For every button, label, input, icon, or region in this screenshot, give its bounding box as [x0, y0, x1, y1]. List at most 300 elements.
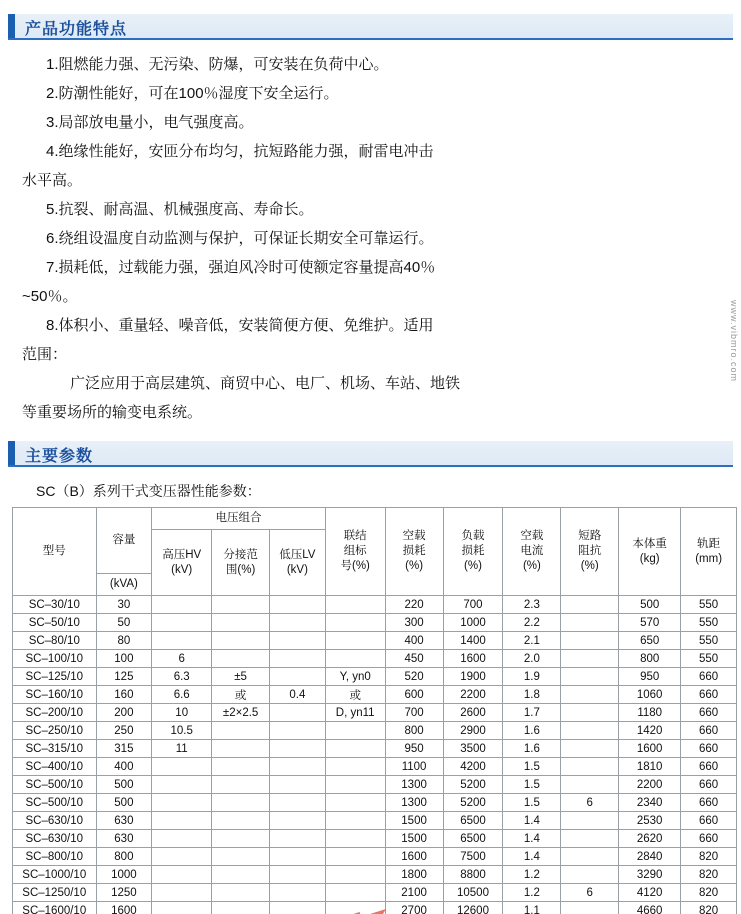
cell-capacity: 160 [96, 686, 152, 704]
cell-load-loss: 4200 [443, 758, 503, 776]
cell-model: SC–630/10 [13, 830, 97, 848]
cell-tap-range [212, 902, 270, 914]
cell-load-loss: 8800 [443, 866, 503, 884]
cell-short-circuit-impedance [561, 830, 619, 848]
cell-connection [325, 866, 385, 884]
table-row [13, 866, 737, 884]
th-no-load-current-line1: 空载 [520, 530, 544, 542]
site-watermark-edge: www.vibmro.com [729, 300, 739, 383]
th-lv-line1: 低压LV [279, 548, 316, 561]
feature-item: 2.防潮性能好，可在100％湿度下安全运行。 [46, 85, 339, 102]
section-title-features: 产品功能特点 [25, 20, 128, 38]
th-track [681, 508, 737, 596]
cell-no-load-current: 1.2 [503, 884, 561, 902]
cell-hv [152, 632, 212, 650]
cell-no-load-loss: 2700 [385, 902, 443, 914]
cell-capacity: 200 [96, 704, 152, 722]
cell-no-load-loss: 400 [385, 632, 443, 650]
accent-block [8, 14, 15, 40]
th-no-load-loss-line1: 空载 [402, 530, 426, 542]
cell-connection [325, 830, 385, 848]
parameters-table [12, 507, 737, 914]
cell-track: 820 [681, 902, 737, 914]
cell-no-load-current: 2.3 [503, 596, 561, 614]
cell-connection [325, 740, 385, 758]
cell-hv [152, 758, 212, 776]
cell-no-load-loss: 800 [385, 722, 443, 740]
th-voltage-group: 电压组合 [152, 508, 325, 530]
th-model: 型号 [13, 508, 97, 596]
cell-load-loss: 6500 [443, 830, 503, 848]
th-track-line2: (mm) [695, 552, 723, 565]
cell-lv [270, 848, 326, 866]
table-row [13, 902, 737, 914]
cell-hv: 6.3 [152, 668, 212, 686]
cell-connection [325, 650, 385, 668]
th-weight-line1: 本体重 [632, 537, 667, 550]
cell-track: 550 [681, 632, 737, 650]
cell-tap-range [212, 596, 270, 614]
cell-lv [270, 722, 326, 740]
cell-lv [270, 668, 326, 686]
cell-load-loss: 1900 [443, 668, 503, 686]
cell-hv [152, 812, 212, 830]
cell-no-load-current: 1.6 [503, 740, 561, 758]
cell-weight: 650 [619, 632, 681, 650]
cell-load-loss: 6500 [443, 812, 503, 830]
section-header-features [8, 14, 733, 40]
cell-capacity: 400 [96, 758, 152, 776]
th-sci-line3: (%) [580, 560, 599, 572]
cell-no-load-current: 1.7 [503, 704, 561, 722]
cell-connection [325, 812, 385, 830]
cell-no-load-current: 1.4 [503, 830, 561, 848]
cell-model: SC–1250/10 [13, 884, 97, 902]
cell-lv [270, 902, 326, 914]
cell-capacity: 800 [96, 848, 152, 866]
cell-load-loss: 10500 [443, 884, 503, 902]
cell-no-load-loss: 300 [385, 614, 443, 632]
cell-connection [325, 614, 385, 632]
th-no-load-loss-line2: 损耗 [402, 545, 426, 557]
cell-track: 660 [681, 812, 737, 830]
cell-short-circuit-impedance [561, 758, 619, 776]
table-header-row-1 [13, 508, 737, 530]
cell-model: SC–250/10 [13, 722, 97, 740]
cell-tap-range [212, 614, 270, 632]
cell-lv: 0.4 [270, 686, 326, 704]
cell-weight: 800 [619, 650, 681, 668]
cell-no-load-current: 1.5 [503, 758, 561, 776]
feature-item-continuation: ~50％。 [22, 288, 78, 305]
cell-capacity: 630 [96, 830, 152, 848]
table-row [13, 596, 737, 614]
cell-model: SC–100/10 [13, 650, 97, 668]
header-underline [8, 38, 733, 40]
cell-lv [270, 650, 326, 668]
cell-tap-range [212, 632, 270, 650]
cell-tap-range [212, 650, 270, 668]
table-row [13, 650, 737, 668]
cell-hv: 10.5 [152, 722, 212, 740]
cell-load-loss: 1400 [443, 632, 503, 650]
th-lv-line2: (kV) [286, 563, 308, 576]
feature-list [0, 40, 741, 431]
cell-no-load-loss: 2100 [385, 884, 443, 902]
cell-lv [270, 812, 326, 830]
cell-lv [270, 632, 326, 650]
section-title-parameters: 主要参数 [25, 447, 94, 465]
table-row [13, 704, 737, 722]
feature-item: 7.损耗低，过载能力强，强迫风冷时可使额定容量提高40％ [46, 259, 436, 276]
table-row [13, 740, 737, 758]
cell-lv [270, 776, 326, 794]
cell-no-load-current: 1.8 [503, 686, 561, 704]
cell-no-load-loss: 450 [385, 650, 443, 668]
cell-capacity: 500 [96, 794, 152, 812]
table-row [13, 776, 737, 794]
cell-short-circuit-impedance [561, 668, 619, 686]
cell-short-circuit-impedance [561, 902, 619, 914]
cell-short-circuit-impedance [561, 632, 619, 650]
cell-no-load-current: 1.4 [503, 848, 561, 866]
cell-model: SC–1000/10 [13, 866, 97, 884]
cell-capacity: 1250 [96, 884, 152, 902]
th-short-circuit-impedance [561, 508, 619, 596]
cell-track: 660 [681, 686, 737, 704]
th-hv-line1: 高压HV [162, 548, 202, 561]
cell-model: SC–630/10 [13, 812, 97, 830]
cell-track: 660 [681, 722, 737, 740]
cell-short-circuit-impedance [561, 740, 619, 758]
cell-connection [325, 722, 385, 740]
cell-track: 660 [681, 704, 737, 722]
cell-capacity: 30 [96, 596, 152, 614]
cell-track: 550 [681, 614, 737, 632]
cell-load-loss: 700 [443, 596, 503, 614]
cell-track: 660 [681, 794, 737, 812]
cell-weight: 1060 [619, 686, 681, 704]
cell-hv [152, 902, 212, 914]
cell-load-loss: 2200 [443, 686, 503, 704]
cell-weight: 570 [619, 614, 681, 632]
cell-short-circuit-impedance [561, 722, 619, 740]
table-row [13, 830, 737, 848]
cell-tap-range [212, 866, 270, 884]
cell-short-circuit-impedance [561, 812, 619, 830]
table-row [13, 884, 737, 902]
cell-weight: 950 [619, 668, 681, 686]
cell-track: 820 [681, 866, 737, 884]
cell-no-load-current: 1.9 [503, 668, 561, 686]
cell-capacity: 50 [96, 614, 152, 632]
cell-no-load-loss: 220 [385, 596, 443, 614]
table-row [13, 758, 737, 776]
table-caption: SC（B）系列干式变压器性能参数： [36, 483, 261, 499]
cell-hv: 11 [152, 740, 212, 758]
cell-load-loss: 1000 [443, 614, 503, 632]
cell-short-circuit-impedance [561, 848, 619, 866]
th-load-loss [443, 508, 503, 596]
cell-connection: 或 [325, 686, 385, 704]
cell-weight: 2620 [619, 830, 681, 848]
feature-item: 3.局部放电量小，电气强度高。 [46, 114, 254, 131]
th-connection-group [325, 508, 385, 596]
cell-lv [270, 830, 326, 848]
cell-track: 820 [681, 848, 737, 866]
feature-item-continuation: 水平高。 [22, 172, 83, 189]
cell-connection [325, 776, 385, 794]
cell-hv: 6 [152, 650, 212, 668]
cell-model: SC–200/10 [13, 704, 97, 722]
cell-tap-range [212, 776, 270, 794]
cell-load-loss: 5200 [443, 794, 503, 812]
cell-hv [152, 884, 212, 902]
feature-item: 8.体积小、重量轻、噪音低，安装简便方便、免维护。适用 [46, 317, 434, 334]
cell-tap-range [212, 812, 270, 830]
cell-weight: 1810 [619, 758, 681, 776]
cell-tap-range [212, 830, 270, 848]
cell-connection [325, 596, 385, 614]
feature-item: 1.阻燃能力强、无污染、防爆，可安装在负荷中心。 [46, 56, 389, 73]
cell-capacity: 630 [96, 812, 152, 830]
cell-model: SC–400/10 [13, 758, 97, 776]
cell-connection [325, 632, 385, 650]
th-sci-line1: 短路 [578, 530, 602, 542]
th-load-loss-line1: 负载 [461, 530, 485, 542]
cell-no-load-loss: 1300 [385, 794, 443, 812]
cell-short-circuit-impedance [561, 596, 619, 614]
cell-weight: 1180 [619, 704, 681, 722]
cell-tap-range [212, 794, 270, 812]
application-scope-line: 广泛应用于高层建筑、商贸中心、电厂、机场、车站、地铁 [70, 375, 461, 392]
cell-load-loss: 2900 [443, 722, 503, 740]
cell-connection [325, 758, 385, 776]
cell-track: 550 [681, 596, 737, 614]
cell-model: SC–50/10 [13, 614, 97, 632]
feature-item: 5.抗裂、耐高温、机械强度高、寿命长。 [46, 201, 314, 218]
th-tap-line1: 分接范 [223, 548, 258, 561]
cell-tap-range [212, 740, 270, 758]
cell-short-circuit-impedance [561, 776, 619, 794]
cell-no-load-loss: 700 [385, 704, 443, 722]
cell-no-load-loss: 1500 [385, 830, 443, 848]
cell-no-load-loss: 1300 [385, 776, 443, 794]
cell-connection: Y, yn0 [325, 668, 385, 686]
cell-connection: D, yn11 [325, 704, 385, 722]
th-no-load-current-line2: 电流 [520, 545, 544, 557]
cell-lv [270, 758, 326, 776]
cell-model: SC–160/10 [13, 686, 97, 704]
cell-track: 660 [681, 668, 737, 686]
th-weight-line2: (kg) [639, 552, 660, 565]
cell-short-circuit-impedance: 6 [561, 794, 619, 812]
th-connection-line1: 联结 [343, 530, 367, 542]
accent-block [8, 441, 15, 467]
cell-no-load-loss: 600 [385, 686, 443, 704]
cell-weight: 2340 [619, 794, 681, 812]
cell-short-circuit-impedance [561, 866, 619, 884]
th-no-load-loss-line3: (%) [405, 560, 424, 572]
cell-weight: 3290 [619, 866, 681, 884]
cell-hv [152, 596, 212, 614]
cell-no-load-loss: 1800 [385, 866, 443, 884]
cell-model: SC–80/10 [13, 632, 97, 650]
cell-tap-range [212, 758, 270, 776]
parameters-table-block [0, 475, 741, 914]
cell-weight: 2840 [619, 848, 681, 866]
cell-weight: 1600 [619, 740, 681, 758]
cell-tap-range [212, 722, 270, 740]
cell-capacity: 1600 [96, 902, 152, 914]
th-load-loss-line3: (%) [464, 560, 482, 572]
th-weight [619, 508, 681, 596]
table-row [13, 668, 737, 686]
table-row [13, 614, 737, 632]
cell-tap-range: ±5 [212, 668, 270, 686]
cell-no-load-current: 2.2 [503, 614, 561, 632]
cell-no-load-current: 1.1 [503, 902, 561, 914]
th-load-loss-line2: 损耗 [461, 545, 485, 557]
cell-model: SC–30/10 [13, 596, 97, 614]
cell-capacity: 100 [96, 650, 152, 668]
cell-hv [152, 866, 212, 884]
cell-model: SC–800/10 [13, 848, 97, 866]
cell-no-load-loss: 1500 [385, 812, 443, 830]
th-sci-line2: 阻抗 [578, 545, 602, 557]
cell-no-load-current: 1.4 [503, 812, 561, 830]
cell-track: 660 [681, 830, 737, 848]
th-lv [270, 530, 326, 596]
cell-lv [270, 794, 326, 812]
cell-tap-range [212, 884, 270, 902]
cell-connection [325, 902, 385, 914]
cell-track: 550 [681, 650, 737, 668]
cell-model: SC–315/10 [13, 740, 97, 758]
cell-lv [270, 884, 326, 902]
cell-track: 660 [681, 740, 737, 758]
cell-no-load-current: 1.2 [503, 866, 561, 884]
cell-short-circuit-impedance [561, 686, 619, 704]
table-row [13, 812, 737, 830]
th-capacity-line1: 容量 [96, 508, 152, 574]
cell-short-circuit-impedance [561, 704, 619, 722]
th-no-load-current [503, 508, 561, 596]
th-capacity-line2: (kVA) [96, 574, 152, 596]
cell-lv [270, 866, 326, 884]
cell-no-load-current: 2.0 [503, 650, 561, 668]
cell-lv [270, 596, 326, 614]
cell-track: 820 [681, 884, 737, 902]
table-body [13, 596, 737, 914]
th-no-load-current-line3: (%) [522, 560, 541, 572]
th-no-load-loss [385, 508, 443, 596]
cell-track: 660 [681, 758, 737, 776]
cell-load-loss: 12600 [443, 902, 503, 914]
th-connection-line3: 号(%) [340, 560, 370, 572]
cell-model: SC–1600/10 [13, 902, 97, 914]
cell-weight: 4660 [619, 902, 681, 914]
cell-capacity: 500 [96, 776, 152, 794]
cell-no-load-loss: 520 [385, 668, 443, 686]
table-row [13, 848, 737, 866]
cell-connection [325, 794, 385, 812]
cell-tap-range: ±2×2.5 [212, 704, 270, 722]
cell-hv: 10 [152, 704, 212, 722]
cell-hv [152, 776, 212, 794]
cell-model: SC–500/10 [13, 776, 97, 794]
table-row [13, 722, 737, 740]
cell-weight: 2200 [619, 776, 681, 794]
cell-short-circuit-impedance [561, 614, 619, 632]
cell-capacity: 80 [96, 632, 152, 650]
cell-lv [270, 740, 326, 758]
feature-item-continuation: 范围： [22, 346, 68, 363]
cell-lv [270, 614, 326, 632]
table-row [13, 686, 737, 704]
cell-hv [152, 848, 212, 866]
cell-hv [152, 830, 212, 848]
cell-capacity: 1000 [96, 866, 152, 884]
cell-weight: 4120 [619, 884, 681, 902]
feature-item: 4.绝缘性能好，安匝分布均匀，抗短路能力强，耐雷电冲击 [46, 143, 434, 160]
th-track-line1: 轨距 [697, 537, 721, 550]
cell-capacity: 315 [96, 740, 152, 758]
cell-hv [152, 614, 212, 632]
cell-no-load-current: 1.5 [503, 776, 561, 794]
th-connection-line2: 组标 [343, 545, 367, 557]
application-scope-line: 等重要场所的输变电系统。 [22, 404, 203, 421]
cell-hv: 6.6 [152, 686, 212, 704]
cell-short-circuit-impedance: 6 [561, 884, 619, 902]
cell-capacity: 250 [96, 722, 152, 740]
cell-model: SC–500/10 [13, 794, 97, 812]
cell-load-loss: 1600 [443, 650, 503, 668]
cell-weight: 1420 [619, 722, 681, 740]
cell-load-loss: 2600 [443, 704, 503, 722]
cell-load-loss: 7500 [443, 848, 503, 866]
feature-item: 6.绕组设温度自动监测与保护，可保证长期安全可靠运行。 [46, 230, 434, 247]
section-header-parameters [8, 441, 733, 467]
cell-no-load-loss: 950 [385, 740, 443, 758]
cell-tap-range: 或 [212, 686, 270, 704]
cell-connection [325, 848, 385, 866]
cell-load-loss: 5200 [443, 776, 503, 794]
header-underline [8, 465, 733, 467]
cell-weight: 500 [619, 596, 681, 614]
th-hv [152, 530, 212, 596]
th-tap-line2: 围(%) [225, 563, 256, 576]
cell-no-load-current: 1.5 [503, 794, 561, 812]
cell-hv [152, 794, 212, 812]
cell-tap-range [212, 848, 270, 866]
cell-capacity: 125 [96, 668, 152, 686]
cell-connection [325, 884, 385, 902]
cell-weight: 2530 [619, 812, 681, 830]
cell-no-load-current: 2.1 [503, 632, 561, 650]
cell-track: 660 [681, 776, 737, 794]
cell-lv [270, 704, 326, 722]
cell-no-load-loss: 1100 [385, 758, 443, 776]
cell-model: SC–125/10 [13, 668, 97, 686]
th-hv-line2: (kV) [171, 563, 193, 576]
table-row [13, 632, 737, 650]
th-tap-range [212, 530, 270, 596]
table-row [13, 794, 737, 812]
cell-no-load-current: 1.6 [503, 722, 561, 740]
cell-load-loss: 3500 [443, 740, 503, 758]
cell-short-circuit-impedance [561, 650, 619, 668]
